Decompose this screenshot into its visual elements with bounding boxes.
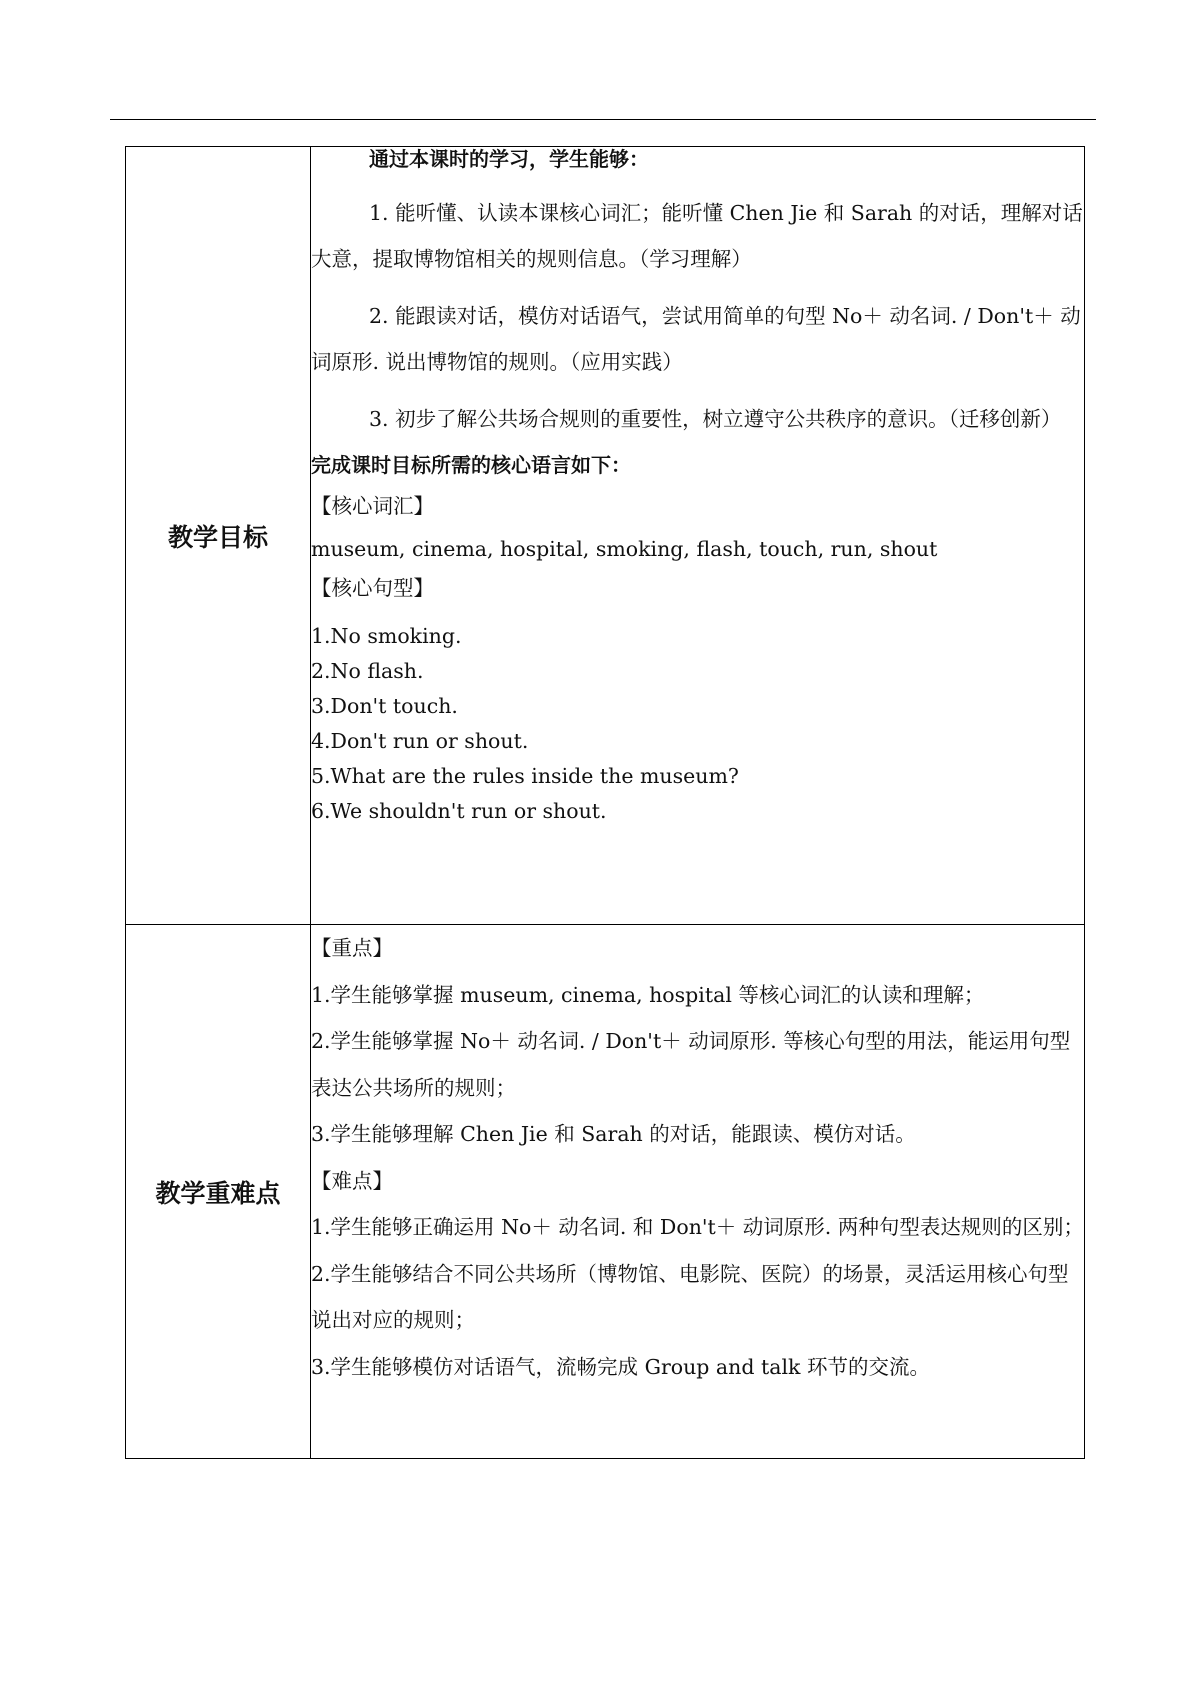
vocab-heading: 【核心词汇】 — [311, 494, 434, 518]
difficulty-item: 3.学生能够模仿对话语气，流畅完成 Group and talk 环节的交流。 — [311, 1354, 930, 1379]
difficulty-heading: 【难点】 — [311, 1168, 393, 1193]
difficulty-item: 2.学生能够结合不同公共场所（博物馆、电影院、医院）的场景，灵活运用核心句型说出对应的规则； — [311, 1261, 1069, 1332]
objectives-label: 教学目标 — [126, 147, 311, 925]
objectives-row — [126, 147, 1085, 925]
sentence-item: 5.What are the rules inside the museum? — [311, 763, 739, 788]
vocab-list: museum, cinema, hospital, smoking, flash, touch, run, shout — [311, 536, 938, 561]
lesson-plan-table — [125, 146, 1085, 1459]
objectives-intro: 通过本课时的学习，学生能够： — [369, 147, 649, 171]
header-rule — [110, 119, 1096, 120]
core-language-title: 完成课时目标所需的核心语言如下： — [311, 453, 631, 477]
difficulty-item: 1.学生能够正确运用 No＋ 动名词. 和 Don't＋ 动词原形. 两种句型表达规则的区别； — [311, 1215, 1084, 1239]
objective-item: 1. 能听懂、认读本课核心词汇；能听懂 Chen Jie 和 Sarah 的对话，理解对话大意，提取博物馆相关的规则信息。（学习理解） — [311, 201, 1083, 271]
sentence-list — [311, 619, 1084, 829]
sentence-item: 2.No flash. — [311, 658, 424, 683]
objective-item: 2. 能跟读对话，模仿对话语气，尝试用简单的句型 No＋ 动名词. / Don't＋ 动词原形. 说出博物馆的规则。（应用实践） — [311, 304, 1081, 374]
sentence-item: 3.Don't touch. — [311, 693, 458, 718]
sentence-item: 6.We shouldn't run or shout. — [311, 798, 607, 823]
key-points-content — [311, 925, 1085, 1459]
sentence-item: 1.No smoking. — [311, 623, 462, 648]
sentence-heading: 【核心句型】 — [311, 576, 434, 601]
focus-item: 2.学生能够掌握 No＋ 动名词. / Don't＋ 动词原形. 等核心句型的用法，能运用句型表达公共场所的规则； — [311, 1029, 1071, 1100]
focus-heading: 【重点】 — [311, 936, 393, 960]
objective-item: 3. 初步了解公共场合规则的重要性，树立遵守公共秩序的意识。（迁移创新） — [369, 407, 1062, 431]
sentence-item: 4.Don't run or shout. — [311, 728, 529, 753]
focus-item: 3.学生能够理解 Chen Jie 和 Sarah 的对话，能跟读、模仿对话。 — [311, 1122, 916, 1146]
focus-item: 1.学生能够掌握 museum, cinema, hospital 等核心词汇的认读和理解； — [311, 982, 985, 1007]
key-points-row — [126, 925, 1085, 1459]
objectives-content — [311, 147, 1085, 925]
key-points-label: 教学重难点 — [126, 925, 311, 1459]
